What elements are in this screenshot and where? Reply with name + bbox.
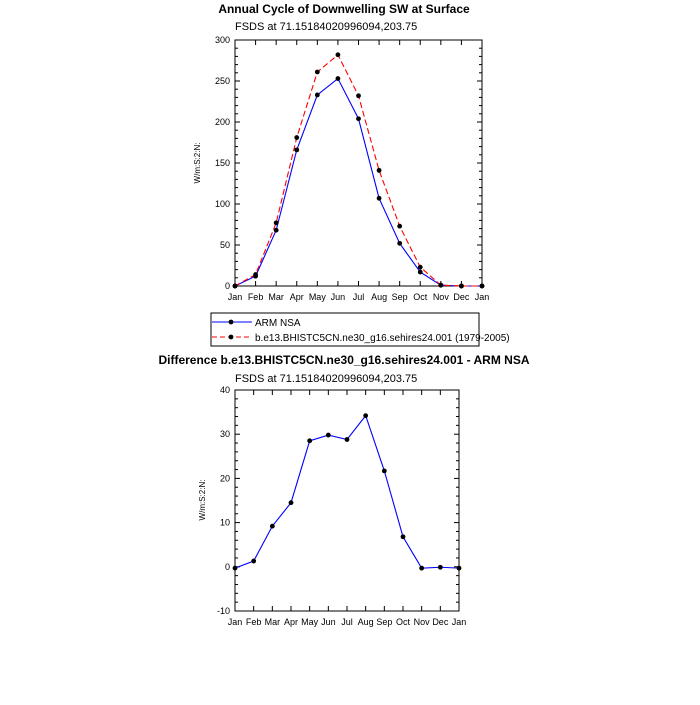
chart1-xtick-label: Jul — [352, 292, 365, 302]
chart2-ytick-label: 40 — [219, 385, 230, 395]
chart2-plot — [217, 385, 466, 627]
chart2-frame — [235, 390, 459, 611]
chart1-legend — [211, 313, 510, 346]
chart1-ytick-label: 200 — [214, 117, 230, 127]
chart2-xtick-label: Jan — [451, 617, 467, 627]
chart2-series-0-point — [457, 566, 462, 571]
chart1-series-1-point — [459, 284, 464, 289]
chart1-ytick-label: 50 — [219, 240, 230, 250]
chart1-ytick-label: 0 — [224, 281, 230, 291]
chart1-series-1-point — [356, 93, 361, 98]
chart1-series-0-point — [377, 196, 382, 201]
chart1-xtick-label: Aug — [371, 292, 388, 302]
chart2-series-0-point — [289, 500, 294, 505]
chart1-plot — [215, 35, 489, 302]
chart1-xtick-label: Oct — [413, 292, 428, 302]
chart2-xtick-label: Apr — [283, 617, 299, 627]
chart1-xtick-label: Sep — [391, 292, 408, 302]
chart2-xtick-label: May — [301, 617, 319, 627]
chart2-xtick-label: Dec — [432, 617, 449, 627]
chart2-ytick-label: 0 — [224, 561, 230, 572]
chart2-xtick-label: Feb — [245, 617, 262, 627]
chart2-xtick-label: Jul — [341, 617, 353, 627]
legend-label-model: b.e13.BHISTC5CN.ne30_g16.sehires24.001 (1979-2005) — [255, 333, 510, 344]
chart1-xtick-label: Jan — [474, 292, 490, 302]
chart2-xtick-label: Nov — [413, 617, 430, 627]
chart1-subtitle: FSDS at 71.15184020996094,203.75 — [235, 21, 418, 33]
chart2-ytick-label: 30 — [219, 429, 230, 440]
chart2-ytick-label: 20 — [219, 473, 230, 484]
chart1-series-1-point — [418, 265, 423, 270]
chart1-series-0-line — [235, 79, 482, 286]
chart2-ylabel: W/m:S:2:N: — [198, 479, 207, 521]
chart2-ytick-label: 10 — [219, 517, 230, 528]
chart1-xtick-label: Jun — [330, 292, 346, 302]
chart2-series-0-point — [270, 524, 275, 529]
chart1-series-1-point — [397, 224, 402, 229]
chart2-ytick-label: -10 — [216, 606, 230, 616]
chart1-series-0-point — [315, 93, 320, 98]
chart2-series-0-point — [251, 559, 256, 564]
chart1-series-1-point — [253, 272, 258, 277]
chart2-xtick-label: Oct — [395, 617, 411, 627]
chart2-subtitle: FSDS at 71.15184020996094,203.75 — [235, 373, 418, 385]
legend-marker-model — [229, 335, 234, 340]
chart1-series-1-point — [233, 284, 238, 289]
chart1-xtick-label: Jan — [227, 292, 243, 302]
chart1-ylabel: W/m:S:2:N: — [193, 142, 202, 184]
chart2-series-0-point — [326, 433, 331, 438]
chart1-series-0-point — [336, 76, 341, 81]
chart1-series-1-point — [315, 70, 320, 75]
chart1-xtick-label: Feb — [247, 292, 264, 302]
chart1-xtick-label: Mar — [268, 292, 284, 302]
legend-label-arm: ARM NSA — [255, 318, 301, 329]
chart1-series-0-point — [294, 147, 299, 152]
chart1-series-0-point — [418, 270, 423, 275]
chart1-series-1-line — [235, 55, 482, 286]
legend-marker-arm — [229, 320, 234, 325]
chart1-series-1-point — [438, 283, 443, 288]
chart2-xtick-label: Jan — [227, 617, 243, 627]
chart2-series-0-point — [401, 534, 406, 539]
chart1-series-1-point — [377, 168, 382, 173]
chart2-xtick-label: Sep — [376, 617, 393, 627]
chart1-series-0-point — [274, 228, 279, 233]
chart1-xtick-label: May — [308, 292, 326, 302]
chart2-xtick-label: Aug — [357, 617, 374, 627]
chart1-xtick-label: Apr — [289, 292, 304, 302]
chart1-series-1-point — [294, 135, 299, 140]
chart2-series-0-point — [363, 413, 368, 418]
chart1-series-0-point — [397, 241, 402, 246]
chart1-ytick-label: 100 — [214, 199, 230, 209]
chart1-ytick-label: 150 — [214, 158, 230, 168]
chart1-series-1-point — [336, 52, 341, 57]
chart2-series-0-point — [307, 438, 312, 443]
chart1-series-1-point — [274, 220, 279, 225]
chart1-xtick-label: Nov — [432, 292, 449, 302]
chart2-series-0-point — [345, 437, 350, 442]
chart2-series-0-point — [419, 566, 424, 571]
chart1-xtick-label: Dec — [453, 292, 470, 302]
chart1-ytick-label: 250 — [214, 76, 230, 86]
chart2-xtick-label: Mar — [264, 617, 281, 627]
chart2-title: Difference b.e13.BHISTC5CN.ne30_g16.sehires24.001 - ARM NSA — [158, 353, 530, 367]
chart1-frame — [235, 40, 482, 286]
chart2-series-0-point — [382, 468, 387, 473]
chart1-series-0-point — [356, 116, 361, 121]
chart1-ytick-label: 300 — [214, 35, 230, 45]
chart1-title: Annual Cycle of Downwelling SW at Surface — [218, 2, 470, 16]
chart1-series-1-point — [480, 284, 485, 289]
chart2-series-0-point — [438, 565, 443, 570]
chart2-series-0-point — [233, 566, 238, 571]
chart2-xtick-label: Jun — [321, 617, 336, 627]
